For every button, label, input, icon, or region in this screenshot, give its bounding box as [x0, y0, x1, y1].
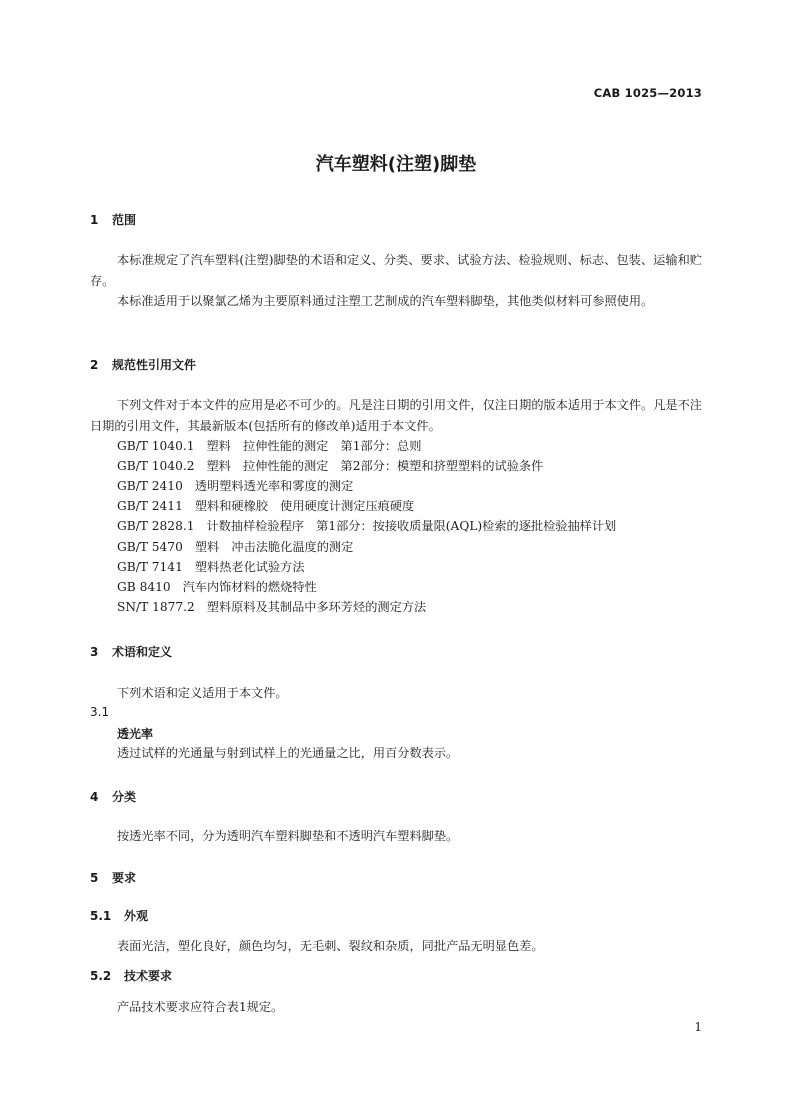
term-definition: 透过试样的光通量与射到试样上的光通量之比，用百分数表示。: [117, 746, 459, 760]
reference-code: SN/T 1877.2: [117, 600, 195, 614]
reference-title: 透明塑料透光率和雾度的测定: [194, 479, 354, 493]
reference-code: GB/T 2411: [117, 499, 183, 513]
section-4-paragraph-1: 按透光率不同，分为透明汽车塑料脚垫和不透明汽车塑料脚垫。: [117, 829, 459, 843]
section-title: 分类: [112, 790, 137, 804]
section-number: 2: [90, 358, 99, 372]
reference-item: [117, 597, 426, 617]
reference-title: 塑料 冲击法脆化温度的测定: [194, 540, 354, 554]
standard-code: CAB 1025—2013: [593, 86, 702, 100]
section-5-heading: [90, 869, 136, 886]
reference-item: [117, 476, 353, 496]
section-3-heading: [90, 643, 172, 660]
section-title: 技术要求: [124, 969, 173, 983]
section-number: 1: [90, 213, 99, 227]
reference-title: 计数抽样检验程序 第1部分：按接收质量限(AQL)检索的逐批检验抽样计划: [206, 519, 617, 533]
section-1-paragraph-2: 本标准适用于以聚氯乙烯为主要原料通过注塑工艺制成的汽车塑料脚垫，其他类似材料可参照使用。: [117, 294, 654, 308]
reference-code: GB/T 2828.1: [117, 519, 195, 533]
reference-item: [117, 456, 543, 476]
section-title: 要求: [112, 871, 137, 885]
reference-title: 塑料 拉伸性能的测定 第1部分：总则: [206, 439, 422, 453]
reference-title: 塑料原料及其制品中多环芳烃的测定方法: [206, 600, 427, 614]
term-name: 透光率: [117, 727, 154, 741]
section-2-paragraph-1: 下列文件对于本文件的应用是必不可少的。凡是注日期的引用文件，仅注日期的版本适用于本文件。凡是不注日期的引用文件，其最新版本(包括所有的修改单)适用于本文件。: [90, 398, 702, 433]
reference-title: 塑料 拉伸性能的测定 第2部分：模塑和挤塑塑料的试验条件: [206, 459, 544, 473]
section-3-paragraph-1: 下列术语和定义适用于本文件。: [117, 686, 288, 700]
section-title: 术语和定义: [112, 645, 173, 659]
page-number: 1: [694, 1020, 702, 1034]
section-1-paragraph-1: 本标准规定了汽车塑料(注塑)脚垫的术语和定义、分类、要求、试验方法、检验规则、标志、包装、运输和贮存。: [90, 253, 702, 288]
reference-code: GB/T 1040.1: [117, 439, 195, 453]
section-4-heading: [90, 788, 136, 805]
section-title: 范围: [112, 213, 137, 227]
section-number: 5.1: [90, 909, 112, 923]
reference-title: 塑料和硬橡胶 使用硬度计测定压痕硬度: [194, 499, 415, 513]
document-title: 汽车塑料(注塑)脚垫: [315, 154, 477, 175]
section-5-2-paragraph-1: 产品技术要求应符合表1规定。: [117, 1000, 284, 1014]
reference-item: [117, 537, 353, 557]
reference-code: GB/T 2410: [117, 479, 183, 493]
reference-code: GB 8410: [117, 580, 171, 594]
reference-item: [117, 436, 421, 456]
section-title: 外观: [124, 909, 149, 923]
reference-code: GB/T 7141: [117, 560, 183, 574]
section-5-1-paragraph-1: 表面光洁，塑化良好，颜色均匀，无毛刺、裂纹和杂质，同批产品无明显色差。: [117, 939, 544, 953]
reference-item: [117, 557, 305, 577]
reference-title: 汽车内饰材料的燃烧特性: [182, 580, 317, 594]
section-5-2-heading: [90, 967, 172, 984]
section-2-heading: [90, 356, 196, 373]
section-1-heading: [90, 211, 136, 228]
section-title: 规范性引用文件: [112, 358, 197, 372]
reference-title: 塑料热老化试验方法: [194, 560, 305, 574]
section-number: 4: [90, 790, 99, 804]
reference-item: [117, 577, 317, 597]
section-number: 5: [90, 871, 99, 885]
reference-code: GB/T 1040.2: [117, 459, 195, 473]
reference-item: [117, 516, 616, 536]
term-number: 3.1: [90, 705, 110, 719]
reference-item: [117, 496, 414, 516]
reference-code: GB/T 5470: [117, 540, 183, 554]
section-number: 5.2: [90, 969, 112, 983]
section-number: 3: [90, 645, 99, 659]
section-5-1-heading: [90, 907, 148, 924]
